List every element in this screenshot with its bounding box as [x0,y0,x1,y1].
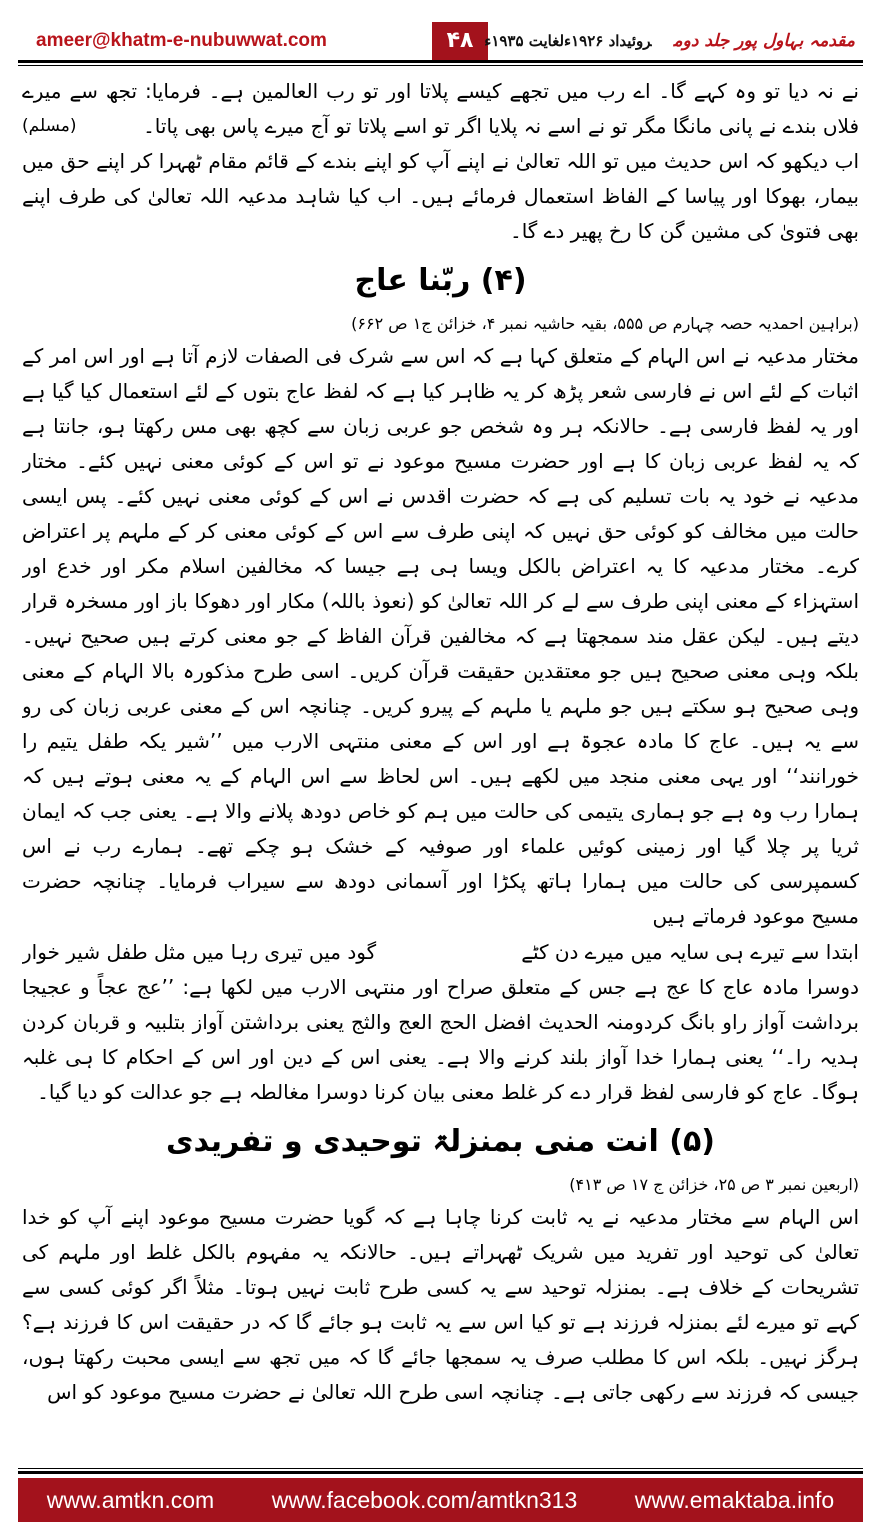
footer-link-amtkn[interactable]: www.amtkn.com [46,1486,215,1513]
paragraph-section-4-cont: دوسرا مادہ عاج کا عج ہے جس کے متعلق صراح اور منتہی الارب میں لکھا ہے: ’’عج عجاً و عجیجا برداشت آواز راو بانگ کردومنہ الحدیث افضل الحج العج والثج یعنی برداشتن آواز بتلبیہ و قربان کردن ہدیہ را۔‘‘ یعنی ہمارا خدا آواز بلند کرنے والا ہے۔ یعنی اس کے دین اور اس کے احکام کا ہی غلبہ ہوگا۔ عاج کو فارسی لفظ قرار دے کر غلط معنی بیان کرنا دوسرا مغالطہ ہے جو عدالت کو دیا گیا۔ [22,975,859,1104]
header-title [484,30,855,51]
paragraph-hadith [22,74,859,144]
poem-first-hemistich: ابتدا سے تیرے ہی سایہ میں میرے دن کٹے [521,940,859,964]
header-divider [18,60,863,63]
page-number: ۴۸ [432,22,488,60]
header-divider-thin [18,65,863,66]
page-header [18,12,863,64]
paragraph-section-4: مختار مدعیہ نے اس الہام کے متعلق کہا ہے کہ اس سے شرک فی الصفات لازم آتا ہے اور اس امر کے اثبات کے لئے اس نے فارسی شعر پڑھ کر یہ ظاہر کیا ہے کہ لفظ عاج بتوں کے لئے استعمال کیا گیا ہے اور یہ لفظ فارسی ہے۔ حالانکہ ہر وہ شخص جو عربی زبان سے کچھ بھی مس رکھتا ہو، جانتا ہے کہ یہ لفظ عربی زبان کا ہے اور حضرت مسیح موعود نے تو اس کے کوئی معنی نہیں کئے۔ مختار مدعیہ نے خود یہ بات تسلیم کی ہے کہ حضرت اقدس نے اس کے کوئی معنی نہیں کئے۔ پس ایسی حالت میں مخالف کو کوئی حق نہیں کہ اپنی طرف سے اس کے کوئی معنی کر کے ملہم پر اعتراض کرے۔ مختار مدعیہ کا یہ اعتراض بالکل ویسا ہی ہے جیسا کہ مخالفین اسلام مکر اور خدع اور استہزاء کے معنی اپنی طرف سے لے کر اللہ تعالیٰ کو (نعوذ باللہ) مکار اور دھوکا باز اور مسخرہ قرار دیتے ہیں۔ لیکن عقل مند سمجھتا ہے کہ مخالفین قرآن الفاظ کے جو معنی کرتے ہیں صحیح نہیں۔ بلکہ وہی معنی صحیح ہیں جو معتقدین حقیقت قرآن کریں۔ اسی طرح مذکورہ بالا الہام کے معنی وہی صحیح ہو سکتے ہیں جو ملہم یا ملہم کے پیرو کریں۔ چنانچہ اس کے معنی عربی زبان کی رو سے یہ ہیں۔ عاج کا مادہ عجوۃ ہے اور اس کے معنی منتہی الارب میں ’’شیر یکہ طفل یتیم را خورانند‘‘ اور یہی معنی منجد میں لکھے ہیں۔ اس لحاظ سے اس الہام کے یہ معنی ہوتے ہیں کہ ہمارا رب وہ ہے جو ہماری یتیمی کی حالت میں ہم کو خاص دودھ پلانے والا ہے۔ یعنی جب کہ ایمان ثریا پر چلا گیا اور زمینی کوئیں علماء اور صوفیہ کے خشک ہو چکے تھے۔ ہمارے رب نے اس کسمپرسی کی حالت میں ہمارا ہاتھ پکڑا اور آسمانی دودھ سے سیراب فرمایا۔ چنانچہ حضرت مسیح موعود فرماتے ہیں [22,344,859,928]
footer-divider [18,1471,863,1474]
section-5-citation: (اربعین نمبر ۳ ص ۲۵، خزائن ج ۱۷ ص ۴۱۳) [569,1175,859,1194]
book-title: مقدمہ بہاول پور جلد دوم [673,31,855,51]
paragraph-commentary: اب دیکھو کہ اس حدیث میں تو اللہ تعالیٰ نے اپنے آپ کو اپنے بندے کے قائم مقام ٹھہرا کر اپنے حق میں بیمار، بھوکا اور پیاسا کے الفاظ استعمال فرمائے ہیں۔ اب کیا شاہد مدعیہ اللہ تعالیٰ کی طرف اپنے بھی فتویٰ کی مشین گن کا رخ پھیر دے گا۔ [22,149,859,243]
page-body [22,74,859,1462]
header-email[interactable]: ameer@khatm-e-nubuwwat.com [36,30,327,51]
poem-second-hemistich: گود میں تیری رہا میں مثل طفل شیر خوار [22,940,377,964]
book-period: روئیداد ۱۹۲۶ءلغایت ۱۹۳۵ء [484,32,652,50]
footer-divider-thin [18,1468,863,1469]
hadith-text: نے نہ دیا تو وہ کہے گا۔ اے رب میں تجھے کیسے پلاتا اور تو رب العالمین ہے۔ فرمایا: تجھ سے میرے فلاں بندے نے پانی مانگا مگر تو نے اسے نہ پلایا اگر تو اسے پلاتا تو آج میرے پاس بھی پاتا۔ [22,79,859,138]
footer-link-facebook[interactable]: www.facebook.com/amtkn313 [271,1486,578,1513]
footer-link-emaktaba[interactable]: www.emaktaba.info [634,1486,835,1513]
paragraph-section-5: اس الہام سے مختار مدعیہ نے یہ ثابت کرنا چاہا ہے کہ گویا حضرت مسیح موعود اپنے آپ کو خدا تعالیٰ کی توحید اور تفرید میں شریک ٹھہراتے ہیں۔ حالانکہ یہ مفہوم بالکل غلط اور ملہم کی تشریحات کے خلاف ہے۔ بمنزلہ توحید سے یہ کسی طرح ثابت نہیں ہوتا۔ مثلاً اگر کوئی کسی سے کہے تو میرے لئے بمنزلہ فرزند ہے تو کیا اس سے یہ ثابت ہو جائے گا کہ در حقیقت اس کا فرزند ہے؟ ہرگز نہیں۔ بلکہ اس کا مطلب صرف یہ سمجھا جائے گا کہ میں تجھ سے ایسی محبت رکھتا ہوں، جیسی کہ فرزند سے رکھی جاتی ہے۔ چنانچہ اسی طرح اللہ تعالیٰ نے حضرت مسیح موعود کو اس [22,1205,859,1404]
poem-verse [22,934,859,970]
hadith-source: (مسلم) [22,116,77,136]
section-4-citation: (براہین احمدیہ حصہ چہارم ص ۵۵۵، بقیہ حاشیہ نمبر ۴، خزائن ج۱ ص ۶۶۲) [351,314,859,333]
section-heading-4: (۴) ربّنا عاج [354,263,527,298]
section-heading-5: (۵) انت منی بمنزلۃ توحیدی و تفریدی [165,1124,716,1159]
footer-bar [18,1478,863,1522]
